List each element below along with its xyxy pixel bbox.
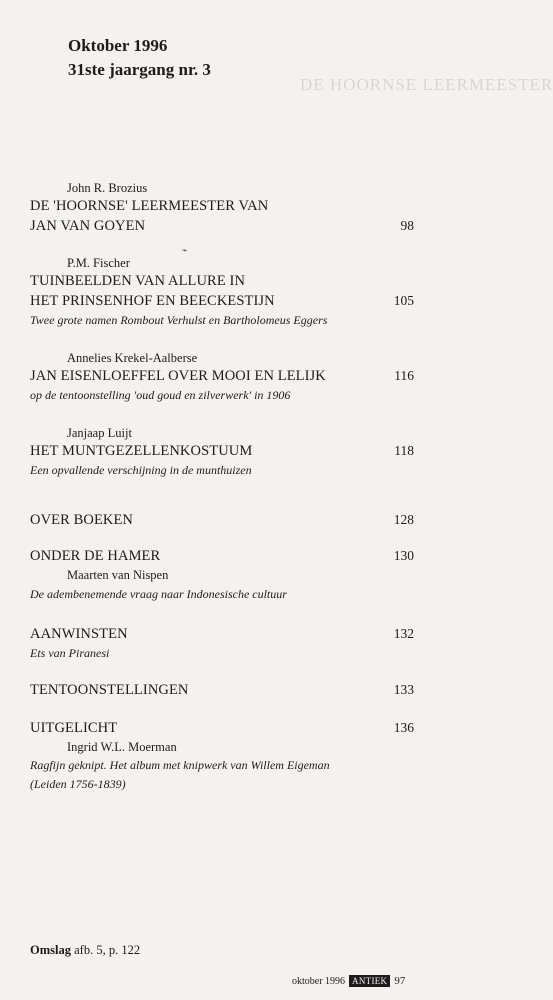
toc-entry[interactable] <box>30 510 414 530</box>
pen-mark-icon: ⌁ <box>182 245 188 255</box>
entry-subtitle: Ets van Piranesi <box>30 646 110 660</box>
toc-entry[interactable] <box>30 718 414 794</box>
cover-caption <box>30 943 140 958</box>
entry-title: ONDER DE HAMER <box>30 548 161 564</box>
magazine-badge: ANTIEK <box>349 975 390 987</box>
entry-subtitle: Een opvallende verschijning in de munthuizen <box>30 463 252 477</box>
entry-page: 133 <box>393 682 414 697</box>
toc-entry[interactable] <box>30 546 414 604</box>
entry-subtitle: (Leiden 1756-1839) <box>30 777 126 791</box>
entry-subtitle: De adembenemende vraag naar Indonesische cultuur <box>30 587 287 601</box>
entry-title-line: DE 'HOORNSE' LEERMEESTER VAN <box>30 198 269 214</box>
toc-entry[interactable] <box>30 255 414 330</box>
entry-author: Maarten van Nispen <box>67 568 169 582</box>
entry-title-line: JAN VAN GOYEN <box>30 218 146 234</box>
cover-label: Omslag <box>30 943 71 957</box>
entry-subtitle: Twee grote namen Rombout Verhulst en Bartholomeus Eggers <box>30 313 328 327</box>
entry-title-line: TUINBEELDEN VAN ALLURE IN <box>30 273 246 289</box>
entry-subtitle: Ragfijn geknipt. Het album met knipwerk van Willem Eigeman <box>30 758 330 772</box>
entry-page: 132 <box>393 626 414 641</box>
entry-title: TENTOONSTELLINGEN <box>30 682 189 698</box>
entry-title <box>30 271 275 311</box>
entry-author: Annelies Krekel-Aalberse <box>67 351 198 365</box>
entry-page: 128 <box>393 512 414 527</box>
entry-subtitle: op de tentoonstelling 'oud goud en zilverwerk' in 1906 <box>30 388 291 402</box>
entry-author: P.M. Fischer <box>67 256 130 270</box>
issue-volume: 31ste jaargang nr. 3 <box>68 60 211 79</box>
entry-page: 98 <box>400 218 414 233</box>
entry-page: 130 <box>393 548 414 563</box>
toc-entry[interactable] <box>30 425 414 480</box>
toc-entry[interactable] <box>30 680 414 700</box>
toc-entry[interactable] <box>30 350 414 405</box>
entry-title: OVER BOEKEN <box>30 512 133 528</box>
entry-page: 136 <box>393 720 414 735</box>
issue-date: Oktober 1996 <box>68 36 168 55</box>
entry-title: JAN EISENLOEFFEL OVER MOOI EN LELIJK <box>30 368 326 384</box>
entry-title: AANWINSTEN <box>30 626 128 642</box>
entry-page: 118 <box>394 443 414 458</box>
issue-header <box>68 34 211 82</box>
entry-title: UITGELICHT <box>30 720 118 736</box>
toc-entry[interactable] <box>30 624 414 663</box>
entry-author: Ingrid W.L. Moerman <box>67 740 177 754</box>
bleed-through-text: DE HOORNSE LEERMEESTER <box>300 75 553 94</box>
entry-author: Janjaap Luijt <box>67 426 132 440</box>
entry-title: HET MUNTGEZELLENKOSTUUM <box>30 443 253 459</box>
toc-entry[interactable] <box>30 180 414 236</box>
entry-title <box>30 196 268 236</box>
entry-page: 116 <box>394 368 414 383</box>
entry-title-line: HET PRINSENHOF EN BEECKESTIJN <box>30 293 275 309</box>
entry-page: 105 <box>393 293 414 308</box>
entry-author: John R. Brozius <box>67 181 148 195</box>
page-number: 97 <box>394 975 406 987</box>
running-footer <box>292 975 405 987</box>
cover-reference: afb. 5, p. 122 <box>74 943 141 957</box>
footer-date: oktober 1996 <box>292 975 346 987</box>
